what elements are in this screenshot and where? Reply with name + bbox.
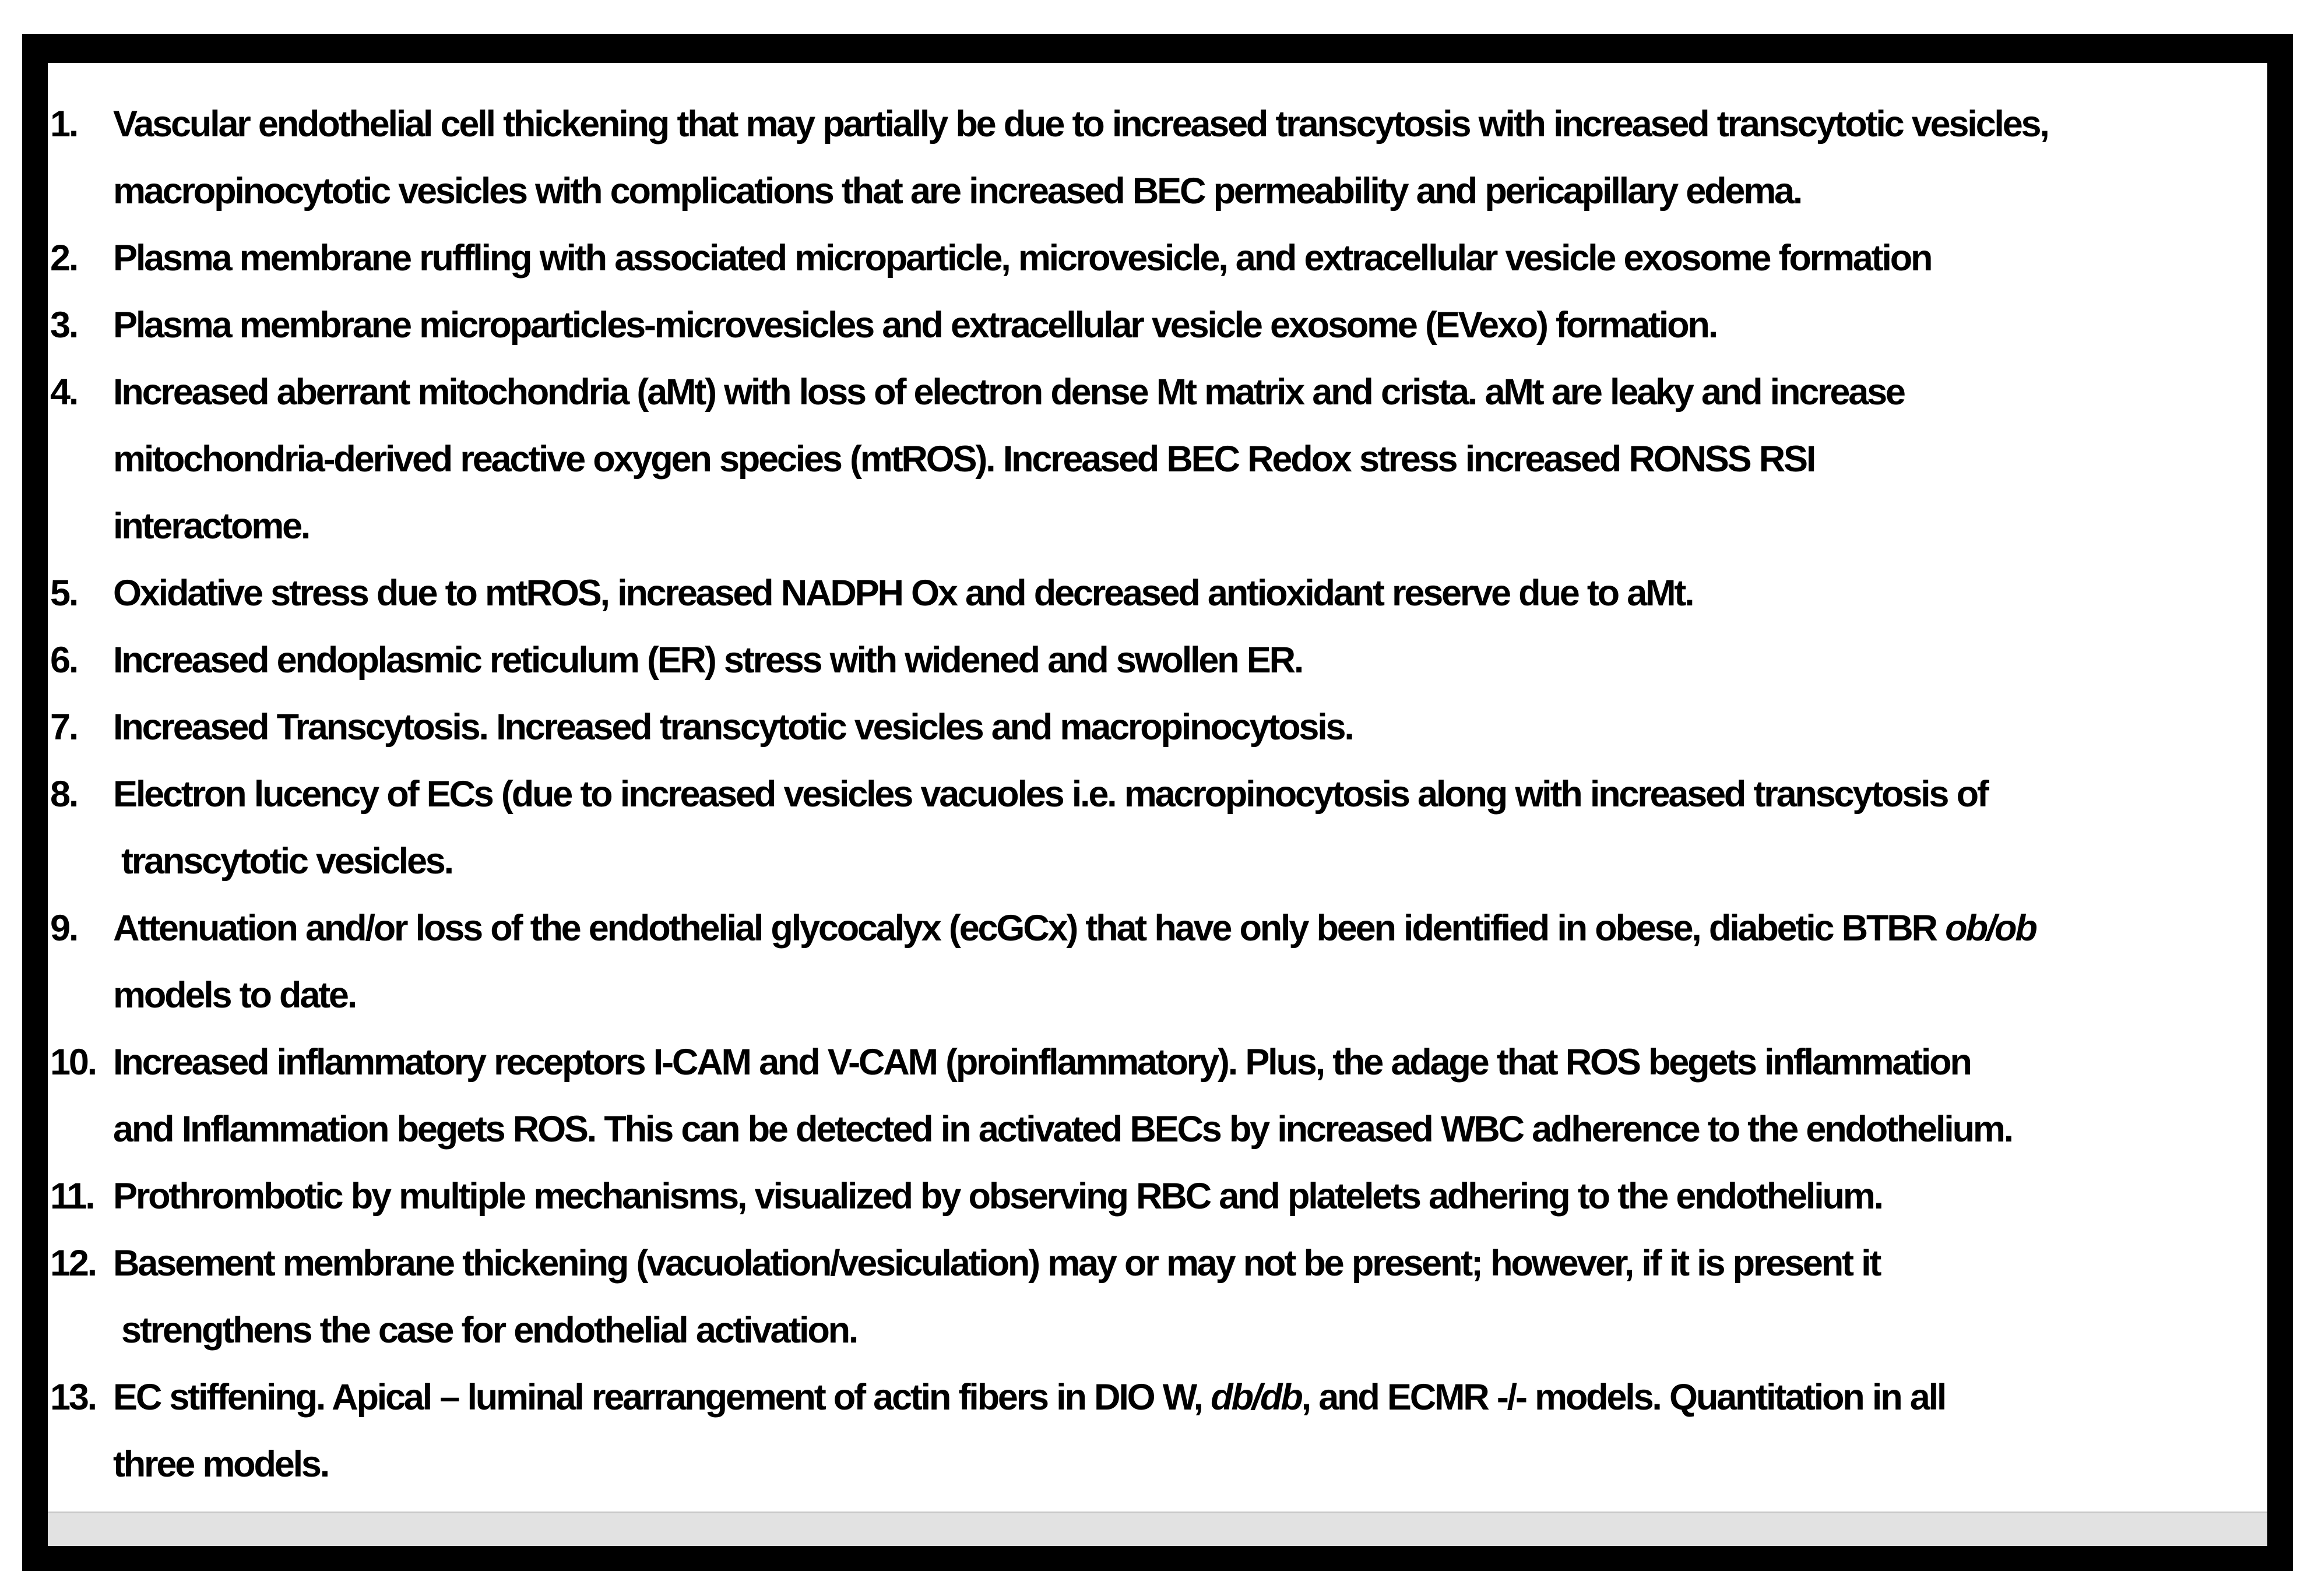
item-line: and Inflammation begets ROS. This can be detected in activated BECs by increased WBC adherence to the endothelium. [113, 1109, 2012, 1150]
item-line: Oxidative stress due to mtROS, increased NADPH Ox and decreased antioxidant reserve due to aMt. [113, 573, 1693, 614]
item-line-part: , and ECMR -/- models. Quantitation in all [1301, 1377, 1946, 1418]
item-number: 8. [50, 774, 78, 815]
list-item [50, 359, 2259, 560]
item-number: 6. [50, 640, 78, 681]
item-text [113, 560, 2259, 627]
item-text [113, 1163, 2259, 1230]
item-text [113, 627, 2259, 694]
item-line-part: Attenuation and/or loss of the endothelial glycocalyx (ecGCx) that have only been identified in obese, diabetic BTBR [113, 908, 1946, 949]
list-item [50, 1230, 2259, 1364]
item-line: transcytotic vesicles. [121, 841, 452, 882]
item-line: interactome. [113, 506, 309, 547]
item-number: 4. [50, 372, 78, 413]
item-text [113, 292, 2259, 359]
item-line: models to date. [113, 975, 356, 1016]
list-item [50, 560, 2259, 627]
item-text [113, 359, 2259, 560]
item-line: three models. [113, 1444, 329, 1485]
item-text [113, 1029, 2259, 1163]
item-text [113, 895, 2259, 1029]
criteria-list [50, 91, 2259, 1546]
list-item [50, 895, 2259, 1029]
item-text [113, 225, 2259, 292]
item-line: Increased endoplasmic reticulum (ER) stress with widened and swollen ER. [113, 640, 1303, 681]
list-item [50, 1029, 2259, 1163]
item-text [113, 761, 2259, 895]
item-line [113, 895, 2259, 962]
list-item [50, 694, 2259, 761]
list-item [50, 292, 2259, 359]
item-line: macropinocytotic vesicles with complications that are increased BEC permeability and pericapillary edema. [113, 171, 1802, 212]
item-number: 11. [50, 1176, 94, 1217]
item-number: 12. [50, 1243, 96, 1284]
item-line: Increased Transcytosis. Increased transcytotic vesicles and macropinocytosis. [113, 707, 1353, 748]
bottom-strip [48, 1512, 2267, 1546]
document-frame [22, 34, 2293, 1571]
item-number: 5. [50, 573, 78, 614]
item-text [113, 1230, 2259, 1364]
list-item [50, 1364, 2259, 1498]
item-line: strengthens the case for endothelial activation. [121, 1310, 857, 1351]
item-line: Increased aberrant mitochondria (aMt) with loss of electron dense Mt matrix and crista. aMt are leaky and increase [113, 372, 1904, 413]
item-number: 7. [50, 707, 78, 748]
item-line: Electron lucency of ECs (due to increased vesicles vacuoles i.e. macropinocytosis along with increased transcytosis of [113, 774, 1988, 815]
item-text [113, 91, 2259, 225]
item-number: 1. [50, 104, 78, 145]
list-item [50, 627, 2259, 694]
list-item [50, 761, 2259, 895]
list-item [50, 91, 2259, 225]
item-line-part: EC stiffening. Apical – luminal rearrangement of actin fibers in DIO W, [113, 1377, 1211, 1418]
item-text [113, 694, 2259, 761]
item-number: 13. [50, 1377, 96, 1418]
item-line: Plasma membrane ruffling with associated microparticle, microvesicle, and extracellular vesicle exosome formation [113, 238, 1932, 279]
item-line: Plasma membrane microparticles-microvesicles and extracellular vesicle exosome (EVexo) formation. [113, 305, 1717, 346]
item-line: Vascular endothelial cell thickening that may partially be due to increased transcytosis with increased transcytotic vesicles, [113, 104, 2048, 145]
list-item [50, 1163, 2259, 1230]
document-panel [48, 63, 2267, 1546]
item-line-italic: ob/ob [1945, 908, 2036, 949]
item-line: Increased inflammatory receptors I-CAM and V-CAM (proinflammatory). Plus, the adage that ROS begets inflammation [113, 1042, 1971, 1083]
item-number: 2. [50, 238, 78, 279]
item-line: Basement membrane thickening (vacuolation/vesiculation) may or may not be present; however, if it is present it [113, 1243, 1880, 1284]
item-line [113, 1364, 2259, 1431]
item-line: mitochondria-derived reactive oxygen species (mtROS). Increased BEC Redox stress increased RONSS RSI [113, 439, 1815, 480]
item-number: 9. [50, 908, 78, 949]
item-number: 3. [50, 305, 78, 346]
item-line: Prothrombotic by multiple mechanisms, visualized by observing RBC and platelets adhering to the endothelium. [113, 1176, 1882, 1217]
item-line-italic: db/db [1211, 1377, 1302, 1418]
list-item [50, 225, 2259, 292]
item-text [113, 1364, 2259, 1498]
item-number: 10. [50, 1042, 96, 1083]
